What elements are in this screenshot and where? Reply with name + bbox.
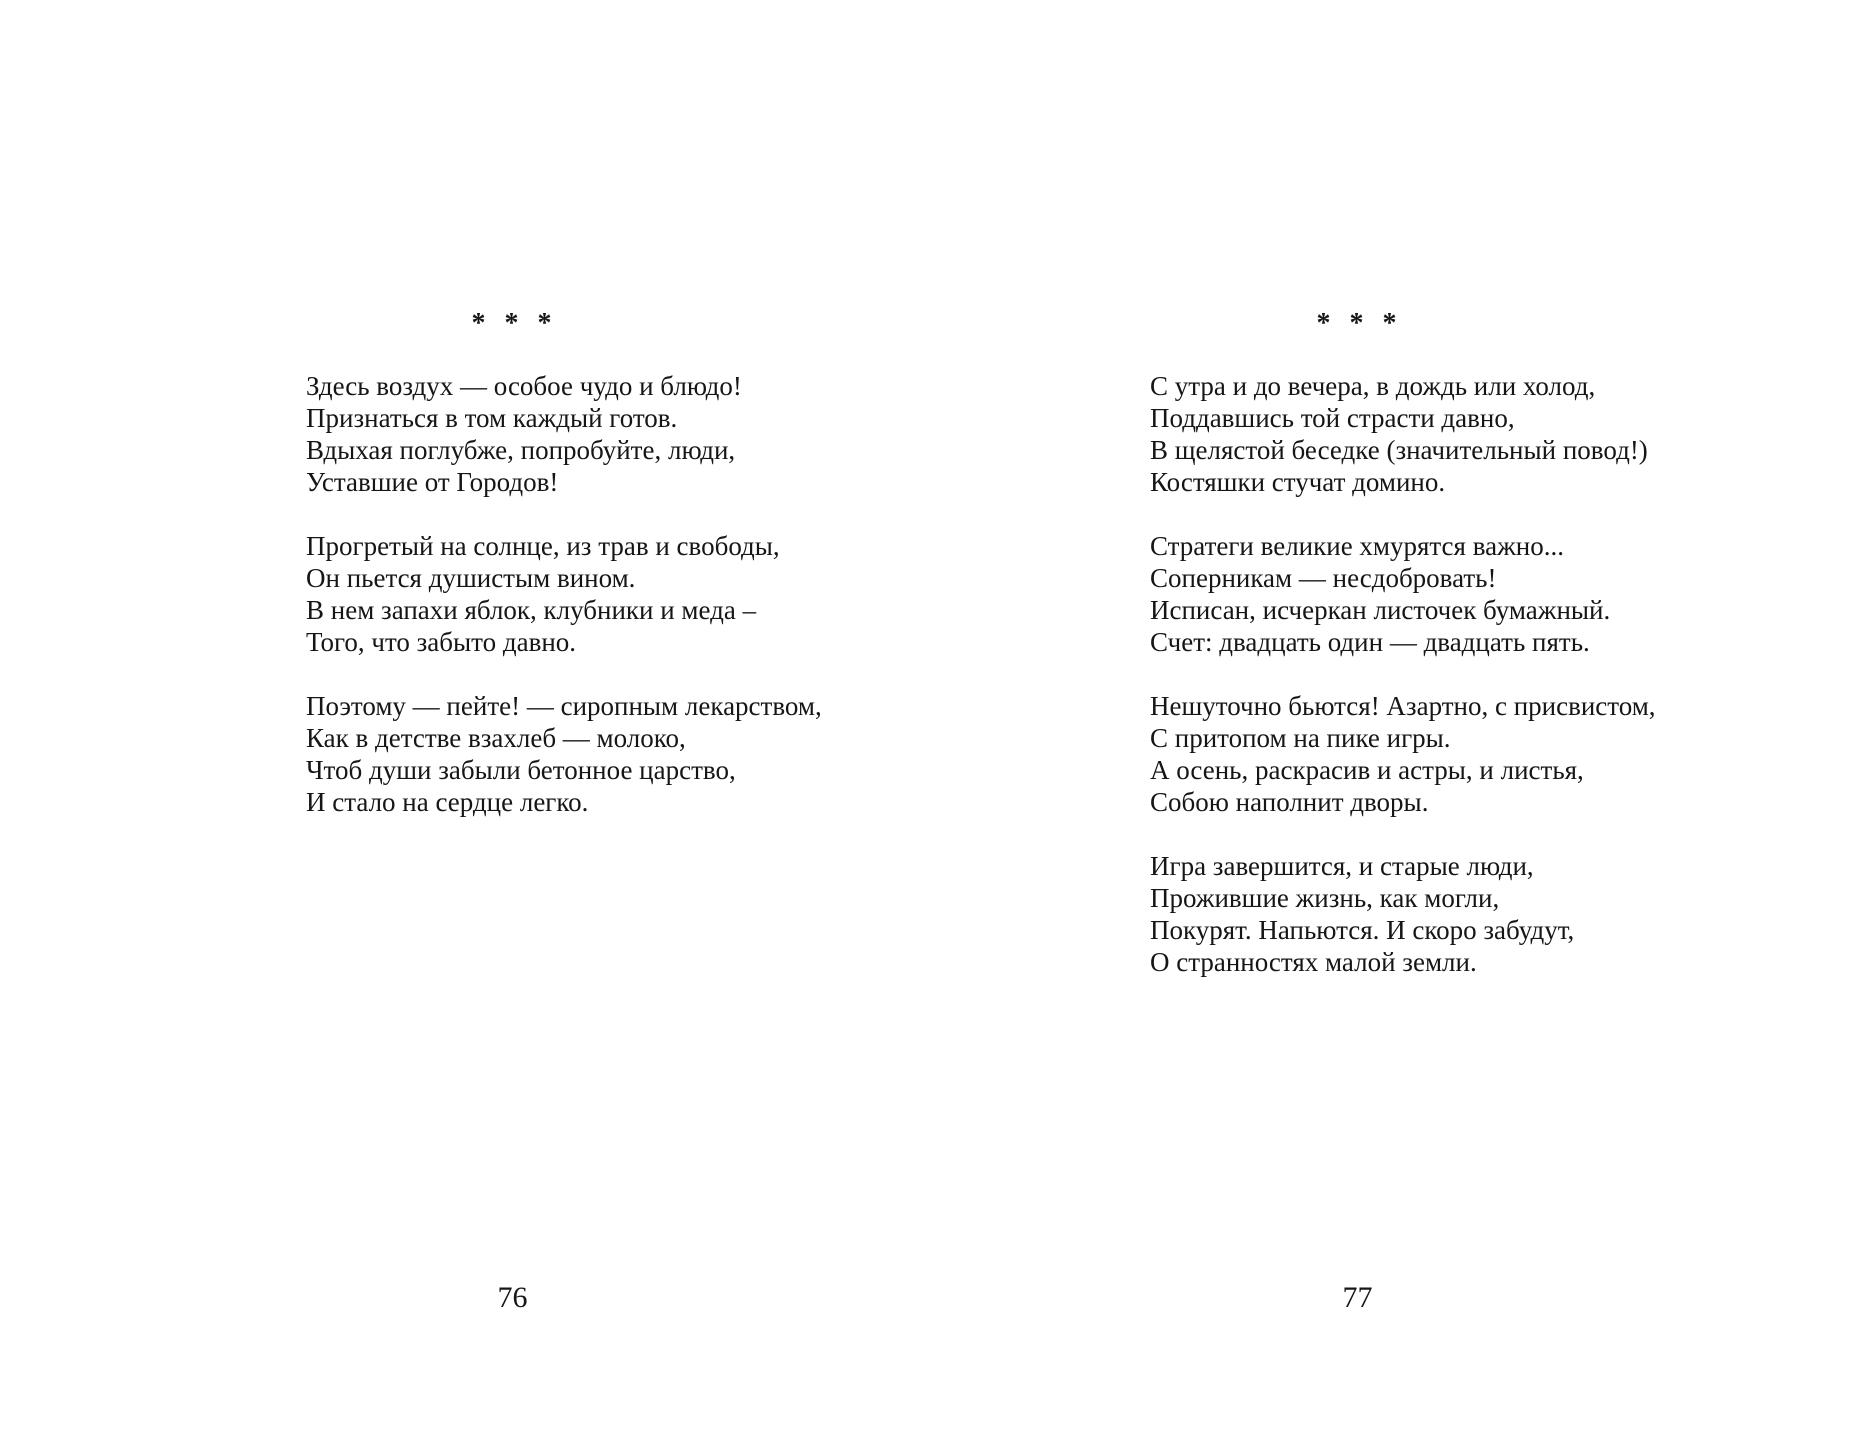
poem-line: Игра завершится, и старые люди, <box>1150 851 1534 881</box>
poem-right <box>1150 370 1656 1010</box>
poem-left <box>306 370 822 850</box>
poem-line: Вдыхая поглубже, попробуйте, люди, <box>306 435 736 465</box>
poem-line: Соперникам — несдобровать! <box>1150 563 1497 593</box>
poem-line: Того, что забыто давно. <box>306 627 577 657</box>
stanza <box>1150 850 1656 978</box>
poem-line: Стратеги великие хмурятся важно... <box>1150 531 1564 561</box>
poem-line: С притопом на пике игры. <box>1150 723 1451 753</box>
poem-line: Нешуточно бьются! Азартно, с присвистом, <box>1150 691 1656 721</box>
poem-line: Счет: двадцать один — двадцать пять. <box>1150 627 1590 657</box>
stanza <box>1150 690 1656 818</box>
poem-line: Собою наполнит дворы. <box>1150 787 1429 817</box>
stanza <box>306 690 822 818</box>
poem-line: Костяшки стучат домино. <box>1150 467 1446 497</box>
poem-line: И стало на сердце легко. <box>306 787 589 817</box>
poem-line: Как в детстве взахлеб — молоко, <box>306 723 686 753</box>
section-ornament-right: * * * <box>1316 308 1399 339</box>
poem-line: С утра и до вечера, в дождь или холод, <box>1150 371 1596 401</box>
stanza <box>1150 530 1656 658</box>
stanza <box>306 530 822 658</box>
stanza <box>306 370 822 498</box>
poem-line: Он пьется душистым вином. <box>306 563 636 593</box>
poem-line: Поэтому — пейте! — сиропным лекарством, <box>306 691 822 721</box>
poem-line: Исписан, исчеркан листочек бумажный. <box>1150 595 1611 625</box>
poem-line: О странностях малой земли. <box>1150 947 1477 977</box>
page-number-right: 77 <box>1342 1281 1373 1314</box>
poem-line: Покурят. Напьются. И скоро забудут, <box>1150 915 1575 945</box>
stanza <box>1150 370 1656 498</box>
section-ornament-left: * * * <box>471 308 554 339</box>
poem-line: Поддавшись той страсти давно, <box>1150 403 1515 433</box>
poem-line: Чтоб души забыли бетонное царство, <box>306 755 736 785</box>
poem-line: Прогретый на солнце, из трав и свободы, <box>306 531 780 561</box>
page-number-left: 76 <box>497 1281 528 1314</box>
poem-line: Прожившие жизнь, как могли, <box>1150 883 1500 913</box>
poem-line: А осень, раскрасив и астры, и листья, <box>1150 755 1584 785</box>
poem-line: Здесь воздух — особое чудо и блюдо! <box>306 371 742 401</box>
poem-line: Признаться в том каждый готов. <box>306 403 678 433</box>
poem-line: В щелястой беседке (значительный повод!) <box>1150 435 1648 465</box>
poem-line: Уставшие от Городов! <box>306 467 559 497</box>
poem-line: В нем запахи яблок, клубники и меда – <box>306 595 757 625</box>
